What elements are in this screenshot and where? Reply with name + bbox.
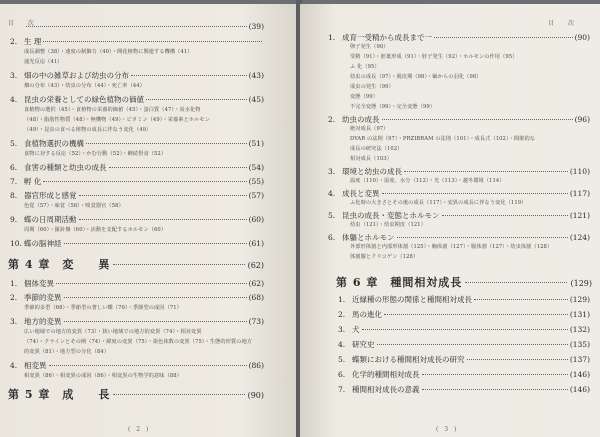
- subtopic-line: 色覚（57）・味覚（58）・嗅覚器官（58）: [24, 203, 124, 209]
- chapter-heading: [8, 386, 264, 402]
- entry-number: 8.: [10, 191, 18, 200]
- leader-dots: [467, 358, 568, 360]
- entry-title: 犬: [352, 325, 360, 334]
- entry-page: (90): [574, 33, 590, 42]
- subtopic-line: 広い地域での地方的変異（73）・狭い地域での地方的変異（74）・相対変異: [24, 329, 202, 335]
- leader-dots: [26, 25, 247, 27]
- entry-title: 地方的変異: [24, 317, 62, 326]
- leader-dots: [442, 214, 568, 216]
- entry-number: 2.: [328, 115, 336, 124]
- entry-number: 4.: [328, 189, 336, 198]
- subtopic-line: 卵子発生（90）: [350, 44, 389, 50]
- subtopic-line: 外部形体割と内部形体割（125）・胸体割（127）・腸体割（127）・幼虫体割（128）: [350, 244, 553, 250]
- entry-page: (96): [574, 115, 590, 124]
- page-footer: ( 2 ): [128, 426, 151, 433]
- toc-entry: [10, 238, 264, 249]
- entry-title: 馬の進化: [352, 310, 382, 319]
- leader-dots: [79, 194, 247, 196]
- entry-page: (135): [569, 340, 590, 349]
- subtopic-line: （74）・クラインとその例（74）・緯度の変異（75）・染色体数の変異（75）・生態的形質の地方: [24, 339, 253, 345]
- chapter-title: 第 6 章 種間相対成長: [336, 276, 463, 289]
- entry-page: (129): [569, 295, 590, 304]
- toc-entry: [10, 162, 264, 173]
- entry-page: (68): [248, 293, 264, 302]
- entry-number: 7.: [338, 385, 346, 394]
- toc-entry: [10, 22, 264, 31]
- subtopic-line: 温度（110）・湿度、水分（112）・光（113）・越冬環境（114）: [350, 178, 505, 184]
- toc-entry: [338, 339, 590, 350]
- toc-entry: [328, 188, 590, 199]
- toc-entry: [10, 278, 264, 289]
- leader-dots: [113, 264, 244, 265]
- leader-dots: [422, 388, 568, 390]
- toc-entry: [10, 94, 264, 105]
- toc-entry: [328, 32, 590, 43]
- leader-dots: [382, 192, 568, 194]
- leader-dots: [377, 343, 568, 345]
- entry-page: (39): [248, 22, 264, 31]
- subtopic-line: 食植物の選択（45）・食植物の栄養的価値（45）・蛋白質（47）・炭水化物: [24, 107, 201, 113]
- entry-number: 9.: [10, 215, 18, 224]
- leader-dots: [397, 236, 568, 238]
- entry-page: (131): [569, 310, 590, 319]
- entry-title: 個体変異: [24, 279, 54, 288]
- leader-dots: [43, 40, 262, 42]
- entry-title: 成育一受精から成長まで一: [342, 33, 432, 42]
- entry-title: 蝶類における種間相対成長の研究: [352, 355, 465, 364]
- entry-title: 研究史: [352, 340, 375, 349]
- subtopic-line: 畑の分布（43）・幼虫の分布（44）・死亡率（44）: [24, 83, 145, 89]
- leader-dots: [382, 118, 573, 120]
- toc-entry: [338, 294, 590, 305]
- chapter-page: (129): [570, 279, 592, 288]
- entry-title: 体軀とホルモン: [342, 233, 395, 242]
- subtopic-line: 成虫の発生（99）: [350, 84, 394, 90]
- subtopic-line: ふ化時の大きさとその後の成長（117）・変異の成長に伴なう変化（119）: [350, 200, 527, 206]
- running-head: 目 次: [548, 20, 580, 27]
- entry-title: 昆虫の栄養としての緑色植物の価値: [24, 95, 144, 104]
- toc-entry: [10, 36, 264, 47]
- toc-entry: [10, 214, 264, 225]
- subtopic-line: 通光反応（41）: [24, 59, 63, 65]
- entry-page: (124): [569, 233, 590, 242]
- entry-title: 食害の種類と幼虫の成長: [24, 163, 107, 172]
- toc-entry: [338, 309, 590, 320]
- entry-number: 4.: [338, 340, 346, 349]
- toc-entry: [338, 384, 590, 395]
- entry-page: (57): [248, 191, 264, 200]
- left-page: [0, 4, 298, 437]
- entry-number: 2.: [10, 293, 18, 302]
- entry-title: 畑の中の雑草および幼虫の分布: [24, 71, 129, 80]
- leader-dots: [86, 142, 247, 144]
- subtopic-line: 不完全変態（99）・完全変態（99）: [350, 104, 436, 110]
- leader-dots: [362, 328, 568, 330]
- toc-entry: [328, 232, 590, 243]
- toc-entry: [338, 369, 590, 380]
- entry-number: 3.: [10, 71, 18, 80]
- entry-page: (146): [569, 370, 590, 379]
- entry-number: 5.: [10, 139, 18, 148]
- entry-title: 蝶の脳神経: [24, 239, 62, 248]
- page-footer: ( 3 ): [436, 426, 459, 433]
- leader-dots: [422, 373, 568, 375]
- subtopic-line: 成長調整（38）・速度の制御力（40）・開花植物に関連する機構（41）: [24, 49, 193, 55]
- entry-title: 相変異: [24, 361, 47, 370]
- leader-dots: [131, 74, 247, 76]
- entry-number: 3.: [10, 317, 18, 326]
- entry-page: (62): [248, 279, 264, 288]
- toc-entry: [328, 210, 590, 221]
- leader-dots: [146, 98, 247, 100]
- running-head: 目 次: [8, 20, 40, 27]
- chapter-heading: [8, 256, 264, 272]
- entry-page: (146): [569, 385, 590, 394]
- entry-title: 孵 化: [24, 177, 42, 186]
- entry-number: 3.: [328, 167, 336, 176]
- subtopic-line: 幼虫の成長（97）・脱皮期（98）・蛹からの羽化（98）: [350, 74, 482, 80]
- chapter-page: (62): [247, 261, 264, 270]
- subtopic-line: 周期（60）・羅針盤（60）・活動を支配するホルモン（60）: [24, 227, 167, 233]
- entry-page: (121): [569, 211, 590, 220]
- subtopic-line: （49）・昆虫の食べる植物の成長に伴なう変化（49）: [24, 127, 152, 133]
- entry-page: (51): [248, 139, 264, 148]
- entry-title: 食植物選択の機構: [24, 139, 84, 148]
- toc-entry: [338, 324, 590, 335]
- entry-number: 10.: [10, 239, 22, 248]
- entry-title: 幼虫の成長: [342, 115, 380, 124]
- leader-dots: [384, 313, 568, 315]
- subtopic-line: 季節的多型（68）・季節型の著しい蝶（70）・季節型の成因（71）: [24, 305, 182, 311]
- subtopic-line: 的変異（81）・地方型の分化（84）: [24, 349, 110, 355]
- subtopic-line: 相対成長（103）: [350, 156, 392, 162]
- chapter-title: 第 4 章 変 異: [8, 258, 111, 271]
- entry-page: (117): [569, 189, 590, 198]
- entry-number: 5.: [338, 355, 346, 364]
- leader-dots: [56, 282, 247, 284]
- entry-page: (55): [248, 177, 264, 186]
- leader-dots: [434, 36, 573, 38]
- entry-number: 6.: [338, 370, 346, 379]
- subtopic-line: 相変異（86）・相変異の成因（86）・相変異の生物学的意味（88）: [24, 373, 182, 379]
- entry-title: 近縁種の形態の関係と種間相対成長: [352, 295, 472, 304]
- leader-dots: [109, 166, 247, 168]
- toc-entry: [10, 190, 264, 201]
- leader-dots: [474, 298, 568, 300]
- entry-page: (45): [248, 95, 264, 104]
- leader-dots: [43, 180, 246, 182]
- entry-page: (132): [569, 325, 590, 334]
- toc-entry: [10, 292, 264, 303]
- entry-page: (60): [248, 215, 264, 224]
- subtopic-line: ふ 化（95）: [350, 64, 380, 70]
- entry-title: 季節的変異: [24, 293, 62, 302]
- entry-number: 2.: [338, 310, 346, 319]
- chapter-title: 第 5 章 成 長: [8, 388, 111, 401]
- entry-number: 1.: [328, 33, 336, 42]
- subtopic-line: 体割腺とクリコゲン（128）: [350, 254, 419, 260]
- subtopic-line: 成長の研究法（102）: [350, 146, 403, 152]
- entry-number: 4.: [10, 361, 18, 370]
- toc-entry: [10, 360, 264, 371]
- leader-dots: [64, 296, 247, 298]
- entry-title: 生 理: [24, 37, 42, 46]
- entry-page: (137): [569, 355, 590, 364]
- toc-entry: [10, 176, 264, 187]
- entry-title: 成長と変異: [342, 189, 380, 198]
- entry-number: 3.: [338, 325, 346, 334]
- subtopic-line: 幼虫（121）・幼虫期皮（121）: [350, 222, 426, 228]
- toc-entry: [10, 70, 264, 81]
- entry-number: 6.: [10, 163, 18, 172]
- entry-page: (73): [248, 317, 264, 326]
- leader-dots: [465, 282, 567, 283]
- entry-title: 化学的種間相対成長: [352, 370, 420, 379]
- entry-page: (61): [248, 239, 264, 248]
- toc-entry: [10, 138, 264, 149]
- entry-number: 4.: [10, 95, 18, 104]
- toc-entry: [328, 166, 590, 177]
- leader-dots: [49, 364, 247, 366]
- chapter-page: (90): [247, 391, 264, 400]
- entry-title: 環境と幼虫の成長: [342, 167, 402, 176]
- entry-page: (54): [248, 163, 264, 172]
- leader-dots: [79, 218, 247, 220]
- entry-page: (43): [248, 71, 264, 80]
- toc-entry: [10, 316, 264, 327]
- entry-title: 器官形成と感覚: [24, 191, 77, 200]
- entry-page: (86): [248, 361, 264, 370]
- entry-title: 蝶の日周期活動: [24, 215, 77, 224]
- subtopic-line: 絶対成長（97）: [350, 126, 389, 132]
- entry-number: 1.: [338, 295, 346, 304]
- subtopic-line: （48）・脂肪性物質（48）・無機物（49）・ビタミン（49）・栄養素とホルモン: [24, 117, 211, 123]
- leader-dots: [404, 170, 568, 172]
- subtopic-line: 受精（91）・胚葉形成（91）・胚子発生（92）・ホルモンの作用（95）: [350, 54, 518, 60]
- entry-number: 1.: [10, 279, 18, 288]
- right-page: [300, 4, 600, 437]
- entry-number: 5.: [328, 211, 336, 220]
- entry-title: 昆虫の成長・変態とホルモン: [342, 211, 440, 220]
- leader-dots: [64, 242, 247, 244]
- toc-entry: [328, 114, 590, 125]
- toc-entry: [338, 354, 590, 365]
- leader-dots: [113, 394, 244, 395]
- subtopic-line: 変態（99）: [350, 94, 378, 100]
- leader-dots: [64, 320, 247, 322]
- chapter-heading: [336, 274, 592, 290]
- entry-title: 種間相対成長の意義: [352, 385, 420, 394]
- entry-number: 6.: [328, 233, 336, 242]
- entry-number: 2.: [10, 37, 18, 46]
- subtopic-line: 食物に対する反応（52）・かむ行動（52）・継続摂食（52）: [24, 151, 167, 157]
- subtopic-line: DYAR の法則（97）・PRZIBRAM の法則（101）・成長式（102）・間歇的な: [350, 136, 536, 142]
- entry-number: 7.: [10, 177, 18, 186]
- entry-page: (110): [569, 167, 590, 176]
